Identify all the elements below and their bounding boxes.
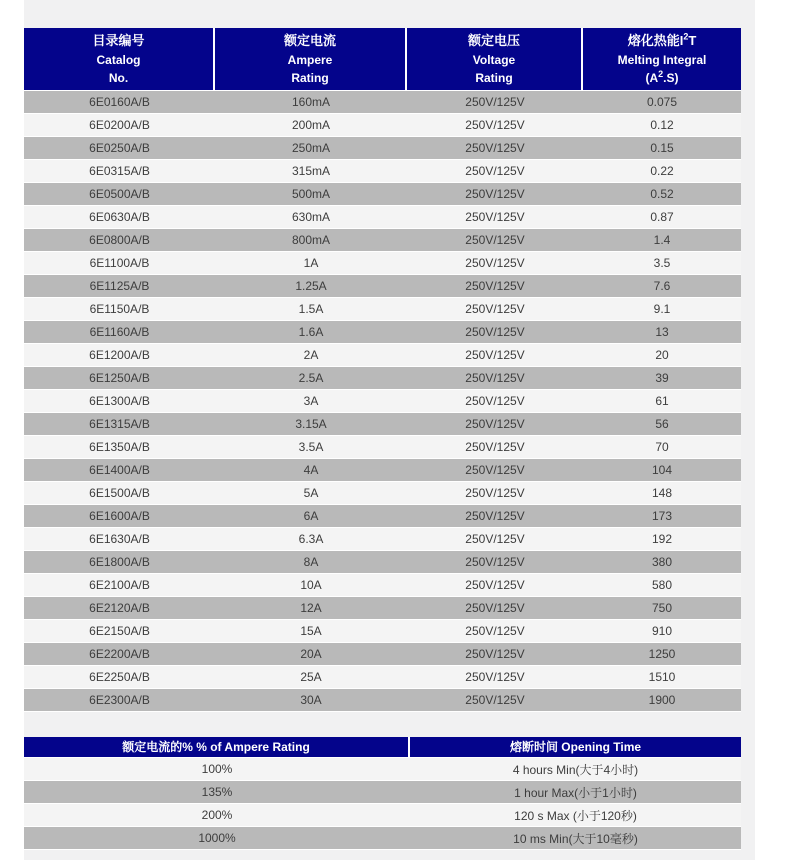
table-cell: 3.15A: [215, 413, 407, 436]
table-cell: 250V/125V: [407, 114, 583, 137]
table-cell: 200%: [24, 804, 410, 827]
table-cell: 250V/125V: [407, 551, 583, 574]
table-cell: 1000%: [24, 827, 410, 850]
spec-row: [24, 413, 741, 436]
table-cell: 0.12: [583, 114, 741, 137]
table-cell: 6E2120A/B: [24, 597, 215, 620]
table-cell: 10A: [215, 574, 407, 597]
spec-row: [24, 160, 741, 183]
table-cell: 250V/125V: [407, 137, 583, 160]
spec-row: [24, 436, 741, 459]
table-cell: 173: [583, 505, 741, 528]
table-cell: 0.075: [583, 91, 741, 114]
table-cell: 6E1100A/B: [24, 252, 215, 275]
table-cell: 910: [583, 620, 741, 643]
table-cell: 6E0500A/B: [24, 183, 215, 206]
column-header-melting-integral: [583, 28, 741, 91]
table-cell: 0.15: [583, 137, 741, 160]
column-header-catalog-no: [24, 28, 215, 91]
table-cell: 1.5A: [215, 298, 407, 321]
column-header-melting-integral-zh: 熔化热能$I^2T$: [627, 31, 697, 48]
table-cell: 10 ms Min(大于10毫秒): [410, 827, 741, 850]
table-cell: 8A: [215, 551, 407, 574]
table-cell: 6E1150A/B: [24, 298, 215, 321]
spec-row: [24, 620, 741, 643]
table-cell: 6E2300A/B: [24, 689, 215, 712]
table-cell: 500mA: [215, 183, 407, 206]
spec-row: [24, 390, 741, 413]
table-cell: 15A: [215, 620, 407, 643]
column-header-ampere-rating-en2: Rating: [291, 71, 329, 85]
table-cell: 2A: [215, 344, 407, 367]
spec-row: [24, 229, 741, 252]
table-cell: 250V/125V: [407, 367, 583, 390]
table-cell: 200mA: [215, 114, 407, 137]
column-header-opening-time: 熔断时间 Opening Time: [410, 737, 741, 758]
opening-time-table-body: [24, 758, 741, 850]
table-cell: 250V/125V: [407, 160, 583, 183]
table-cell: 250V/125V: [407, 574, 583, 597]
header-row: [24, 28, 741, 91]
spec-row: [24, 344, 741, 367]
spec-row: [24, 505, 741, 528]
table-cell: 104: [583, 459, 741, 482]
spec-row: [24, 114, 741, 137]
opening-time-row: [24, 804, 741, 827]
table-cell: 6A: [215, 505, 407, 528]
table-cell: 6E1630A/B: [24, 528, 215, 551]
header-row: [24, 737, 741, 758]
fuse-spec-table: [24, 28, 741, 712]
table-cell: 6E1400A/B: [24, 459, 215, 482]
table-cell: 20A: [215, 643, 407, 666]
table-cell: 250V/125V: [407, 252, 583, 275]
spec-row: [24, 298, 741, 321]
table-cell: 250V/125V: [407, 321, 583, 344]
spec-row: [24, 689, 741, 712]
table-cell: 250V/125V: [407, 91, 583, 114]
table-cell: 6E0250A/B: [24, 137, 215, 160]
table-cell: 6E2150A/B: [24, 620, 215, 643]
table-cell: 6.3A: [215, 528, 407, 551]
fuse-spec-table-body: [24, 91, 741, 712]
table-cell: 6E2200A/B: [24, 643, 215, 666]
table-cell: 61: [583, 390, 741, 413]
table-cell: 250V/125V: [407, 413, 583, 436]
column-header-catalog-no-zh: 目录编号: [92, 33, 145, 48]
table-cell: 9.1: [583, 298, 741, 321]
table-cell: 6E1200A/B: [24, 344, 215, 367]
table-cell: 750: [583, 597, 741, 620]
table-cell: 250V/125V: [407, 436, 583, 459]
spec-row: [24, 574, 741, 597]
table-cell: 135%: [24, 781, 410, 804]
spec-row: [24, 367, 741, 390]
table-cell: 6E1500A/B: [24, 482, 215, 505]
table-cell: 6E1125A/B: [24, 275, 215, 298]
opening-time-table: [24, 737, 741, 850]
table-cell: 250V/125V: [407, 206, 583, 229]
table-cell: 1.4: [583, 229, 741, 252]
table-cell: 6E1160A/B: [24, 321, 215, 344]
spec-row: [24, 528, 741, 551]
spec-row: [24, 252, 741, 275]
table-cell: 800mA: [215, 229, 407, 252]
table-cell: 6E1250A/B: [24, 367, 215, 390]
opening-time-table-header: [24, 737, 741, 758]
column-header-melting-integral-en2: $(A^2.S)$: [645, 69, 679, 85]
table-cell: 250V/125V: [407, 183, 583, 206]
table-cell: 120 s Max (小于120秒): [410, 804, 741, 827]
table-cell: 3.5A: [215, 436, 407, 459]
table-cell: 160mA: [215, 91, 407, 114]
table-cell: 1.25A: [215, 275, 407, 298]
table-cell: 250V/125V: [407, 643, 583, 666]
content-panel: [24, 0, 755, 860]
column-header-voltage-rating: [407, 28, 583, 91]
table-cell: 4 hours Min(大于4小时): [410, 758, 741, 781]
table-cell: 6E1600A/B: [24, 505, 215, 528]
column-header-ampere-rating-zh: 额定电流: [283, 33, 336, 48]
table-cell: 630mA: [215, 206, 407, 229]
table-cell: 6E0315A/B: [24, 160, 215, 183]
table-cell: 1250: [583, 643, 741, 666]
spec-row: [24, 183, 741, 206]
table-cell: 250V/125V: [407, 298, 583, 321]
spec-row: [24, 321, 741, 344]
spec-row: [24, 597, 741, 620]
table-cell: 13: [583, 321, 741, 344]
table-cell: 6E2100A/B: [24, 574, 215, 597]
table-cell: 30A: [215, 689, 407, 712]
table-cell: 100%: [24, 758, 410, 781]
table-cell: 6E1350A/B: [24, 436, 215, 459]
table-cell: 250V/125V: [407, 528, 583, 551]
table-cell: 1900: [583, 689, 741, 712]
table-cell: 12A: [215, 597, 407, 620]
table-cell: 250V/125V: [407, 597, 583, 620]
table-cell: 2.5A: [215, 367, 407, 390]
table-cell: 315mA: [215, 160, 407, 183]
table-cell: 56: [583, 413, 741, 436]
table-cell: 3A: [215, 390, 407, 413]
table-cell: 380: [583, 551, 741, 574]
table-cell: 250V/125V: [407, 459, 583, 482]
opening-time-row: [24, 758, 741, 781]
table-cell: 7.6: [583, 275, 741, 298]
table-cell: 250V/125V: [407, 689, 583, 712]
table-cell: 6E0630A/B: [24, 206, 215, 229]
table-cell: 6E1800A/B: [24, 551, 215, 574]
table-cell: 250V/125V: [407, 482, 583, 505]
table-cell: 250V/125V: [407, 666, 583, 689]
table-cell: 0.87: [583, 206, 741, 229]
table-cell: 580: [583, 574, 741, 597]
spec-row: [24, 482, 741, 505]
table-cell: 0.52: [583, 183, 741, 206]
table-cell: 1 hour Max(小于1小时): [410, 781, 741, 804]
spec-row: [24, 459, 741, 482]
table-cell: 6E0800A/B: [24, 229, 215, 252]
spec-row: [24, 275, 741, 298]
column-header-voltage-rating-zh: 额定电压: [467, 33, 520, 48]
table-cell: 3.5: [583, 252, 741, 275]
table-cell: 6E1300A/B: [24, 390, 215, 413]
column-header-percent-ampere-rating: 额定电流的% % of Ampere Rating: [24, 737, 410, 758]
table-cell: 25A: [215, 666, 407, 689]
column-header-catalog-no-en1: Catalog: [96, 53, 141, 67]
opening-time-row: [24, 827, 741, 850]
column-header-melting-integral-en1: Melting Integral: [617, 53, 707, 67]
table-cell: 5A: [215, 482, 407, 505]
table-cell: 20: [583, 344, 741, 367]
spec-row: [24, 551, 741, 574]
column-header-ampere-rating-en1: Ampere: [287, 53, 333, 67]
table-cell: 1510: [583, 666, 741, 689]
table-cell: 6E2250A/B: [24, 666, 215, 689]
opening-time-row: [24, 781, 741, 804]
table-cell: 39: [583, 367, 741, 390]
column-header-voltage-rating-en1: Voltage: [472, 53, 516, 67]
table-cell: 1A: [215, 252, 407, 275]
spec-row: [24, 137, 741, 160]
table-cell: 250V/125V: [407, 275, 583, 298]
column-header-ampere-rating: [215, 28, 407, 91]
table-cell: 250V/125V: [407, 229, 583, 252]
column-header-voltage-rating-en2: Rating: [475, 71, 513, 85]
table-cell: 250V/125V: [407, 344, 583, 367]
spec-row: [24, 91, 741, 114]
table-cell: 6E1315A/B: [24, 413, 215, 436]
spec-row: [24, 206, 741, 229]
table-cell: 6E0200A/B: [24, 114, 215, 137]
table-cell: 6E0160A/B: [24, 91, 215, 114]
table-cell: 1.6A: [215, 321, 407, 344]
column-header-catalog-no-en2: No.: [108, 71, 129, 85]
table-cell: 70: [583, 436, 741, 459]
table-cell: 0.22: [583, 160, 741, 183]
table-cell: 250mA: [215, 137, 407, 160]
table-cell: 192: [583, 528, 741, 551]
table-cell: 148: [583, 482, 741, 505]
fuse-spec-table-header: [24, 28, 741, 91]
table-cell: 250V/125V: [407, 620, 583, 643]
spec-row: [24, 643, 741, 666]
table-cell: 250V/125V: [407, 505, 583, 528]
spec-row: [24, 666, 741, 689]
table-cell: 250V/125V: [407, 390, 583, 413]
table-cell: 4A: [215, 459, 407, 482]
